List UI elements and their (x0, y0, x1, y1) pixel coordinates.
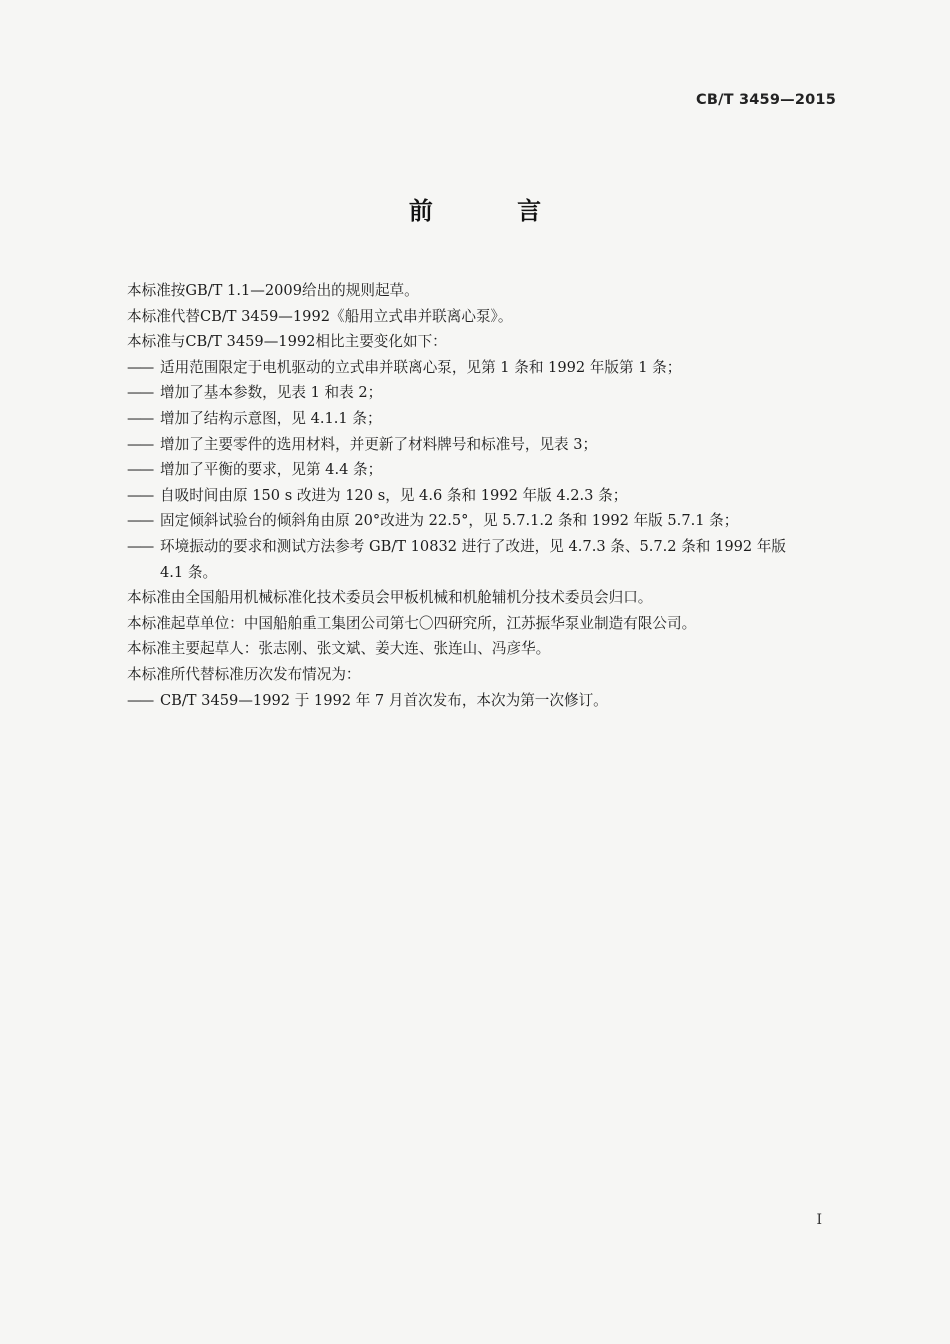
page-number: I (816, 1212, 822, 1228)
change-item (127, 406, 843, 432)
change-text: 适用范围限定于电机驱动的立式串并联离心泵，见第 1 条和 1992 年版第 1 条； (160, 358, 682, 376)
standard-code: CB/T 3459—2015 (696, 92, 836, 108)
change-text: 增加了结构示意图，见 4.1.1 条； (160, 409, 382, 427)
dash-marker: —— (127, 691, 153, 709)
change-text: 增加了主要零件的选用材料，并更新了材料牌号和标准号，见表 3； (160, 435, 598, 453)
page-title: 前 言 (408, 197, 580, 225)
dash-marker: —— (127, 358, 153, 376)
foreword-body (127, 278, 843, 713)
dash-marker: —— (127, 512, 153, 530)
change-text: 固定倾斜试验台的倾斜角由原 20°改进为 22.5°，见 5.7.1.2 条和 1992 年版 5.7.1 条； (160, 512, 739, 530)
change-item (127, 534, 843, 560)
change-item (127, 432, 843, 458)
change-item (127, 483, 843, 509)
change-item (127, 355, 843, 381)
closing-line-drafters: 本标准主要起草人：张志刚、张文斌、姜大连、张连山、冯彦华。 (127, 640, 551, 658)
dash-marker: —— (127, 461, 153, 479)
dash-marker: —— (127, 537, 153, 555)
change-text: 环境振动的要求和测试方法参考 GB/T 10832 进行了改进，见 4.7.3 条、5.7.2 条和 1992 年版 (160, 537, 787, 555)
history-item (127, 688, 843, 714)
history-text: CB/T 3459—1992 于 1992 年 7 月首次发布，本次为第一次修订。 (160, 691, 608, 709)
change-text: 自吸时间由原 150 s 改进为 120 s，见 4.6 条和 1992 年版 4.2.3 条； (160, 486, 628, 504)
change-item (127, 508, 843, 534)
change-item-continuation: 4.1 条。 (160, 563, 218, 581)
closing-line-drafting-units: 本标准起草单位：中国船舶重工集团公司第七〇四研究所，江苏振华泵业制造有限公司。 (127, 614, 697, 632)
dash-marker: —— (127, 384, 153, 402)
intro-line-replaces: 本标准代替CB/T 3459—1992《船用立式串并联离心泵》。 (127, 307, 513, 325)
closing-line-committee: 本标准由全国船用机械标准化技术委员会甲板机械和机舱辅机分技术委员会归口。 (127, 589, 653, 607)
dash-marker: —— (127, 409, 153, 427)
dash-marker: —— (127, 435, 153, 453)
intro-line-changes-heading: 本标准与CB/T 3459—1992相比主要变化如下： (127, 333, 447, 351)
change-text: 增加了基本参数，见表 1 和表 2； (160, 384, 383, 402)
change-item (127, 457, 843, 483)
change-item (127, 380, 843, 406)
intro-line-drafting-rules: 本标准按GB/T 1.1—2009给出的规则起草。 (127, 282, 419, 299)
closing-line-history-heading: 本标准所代替标准历次发布情况为： (127, 665, 361, 683)
change-text: 增加了平衡的要求，见第 4.4 条； (160, 461, 383, 479)
dash-marker: —— (127, 486, 153, 504)
